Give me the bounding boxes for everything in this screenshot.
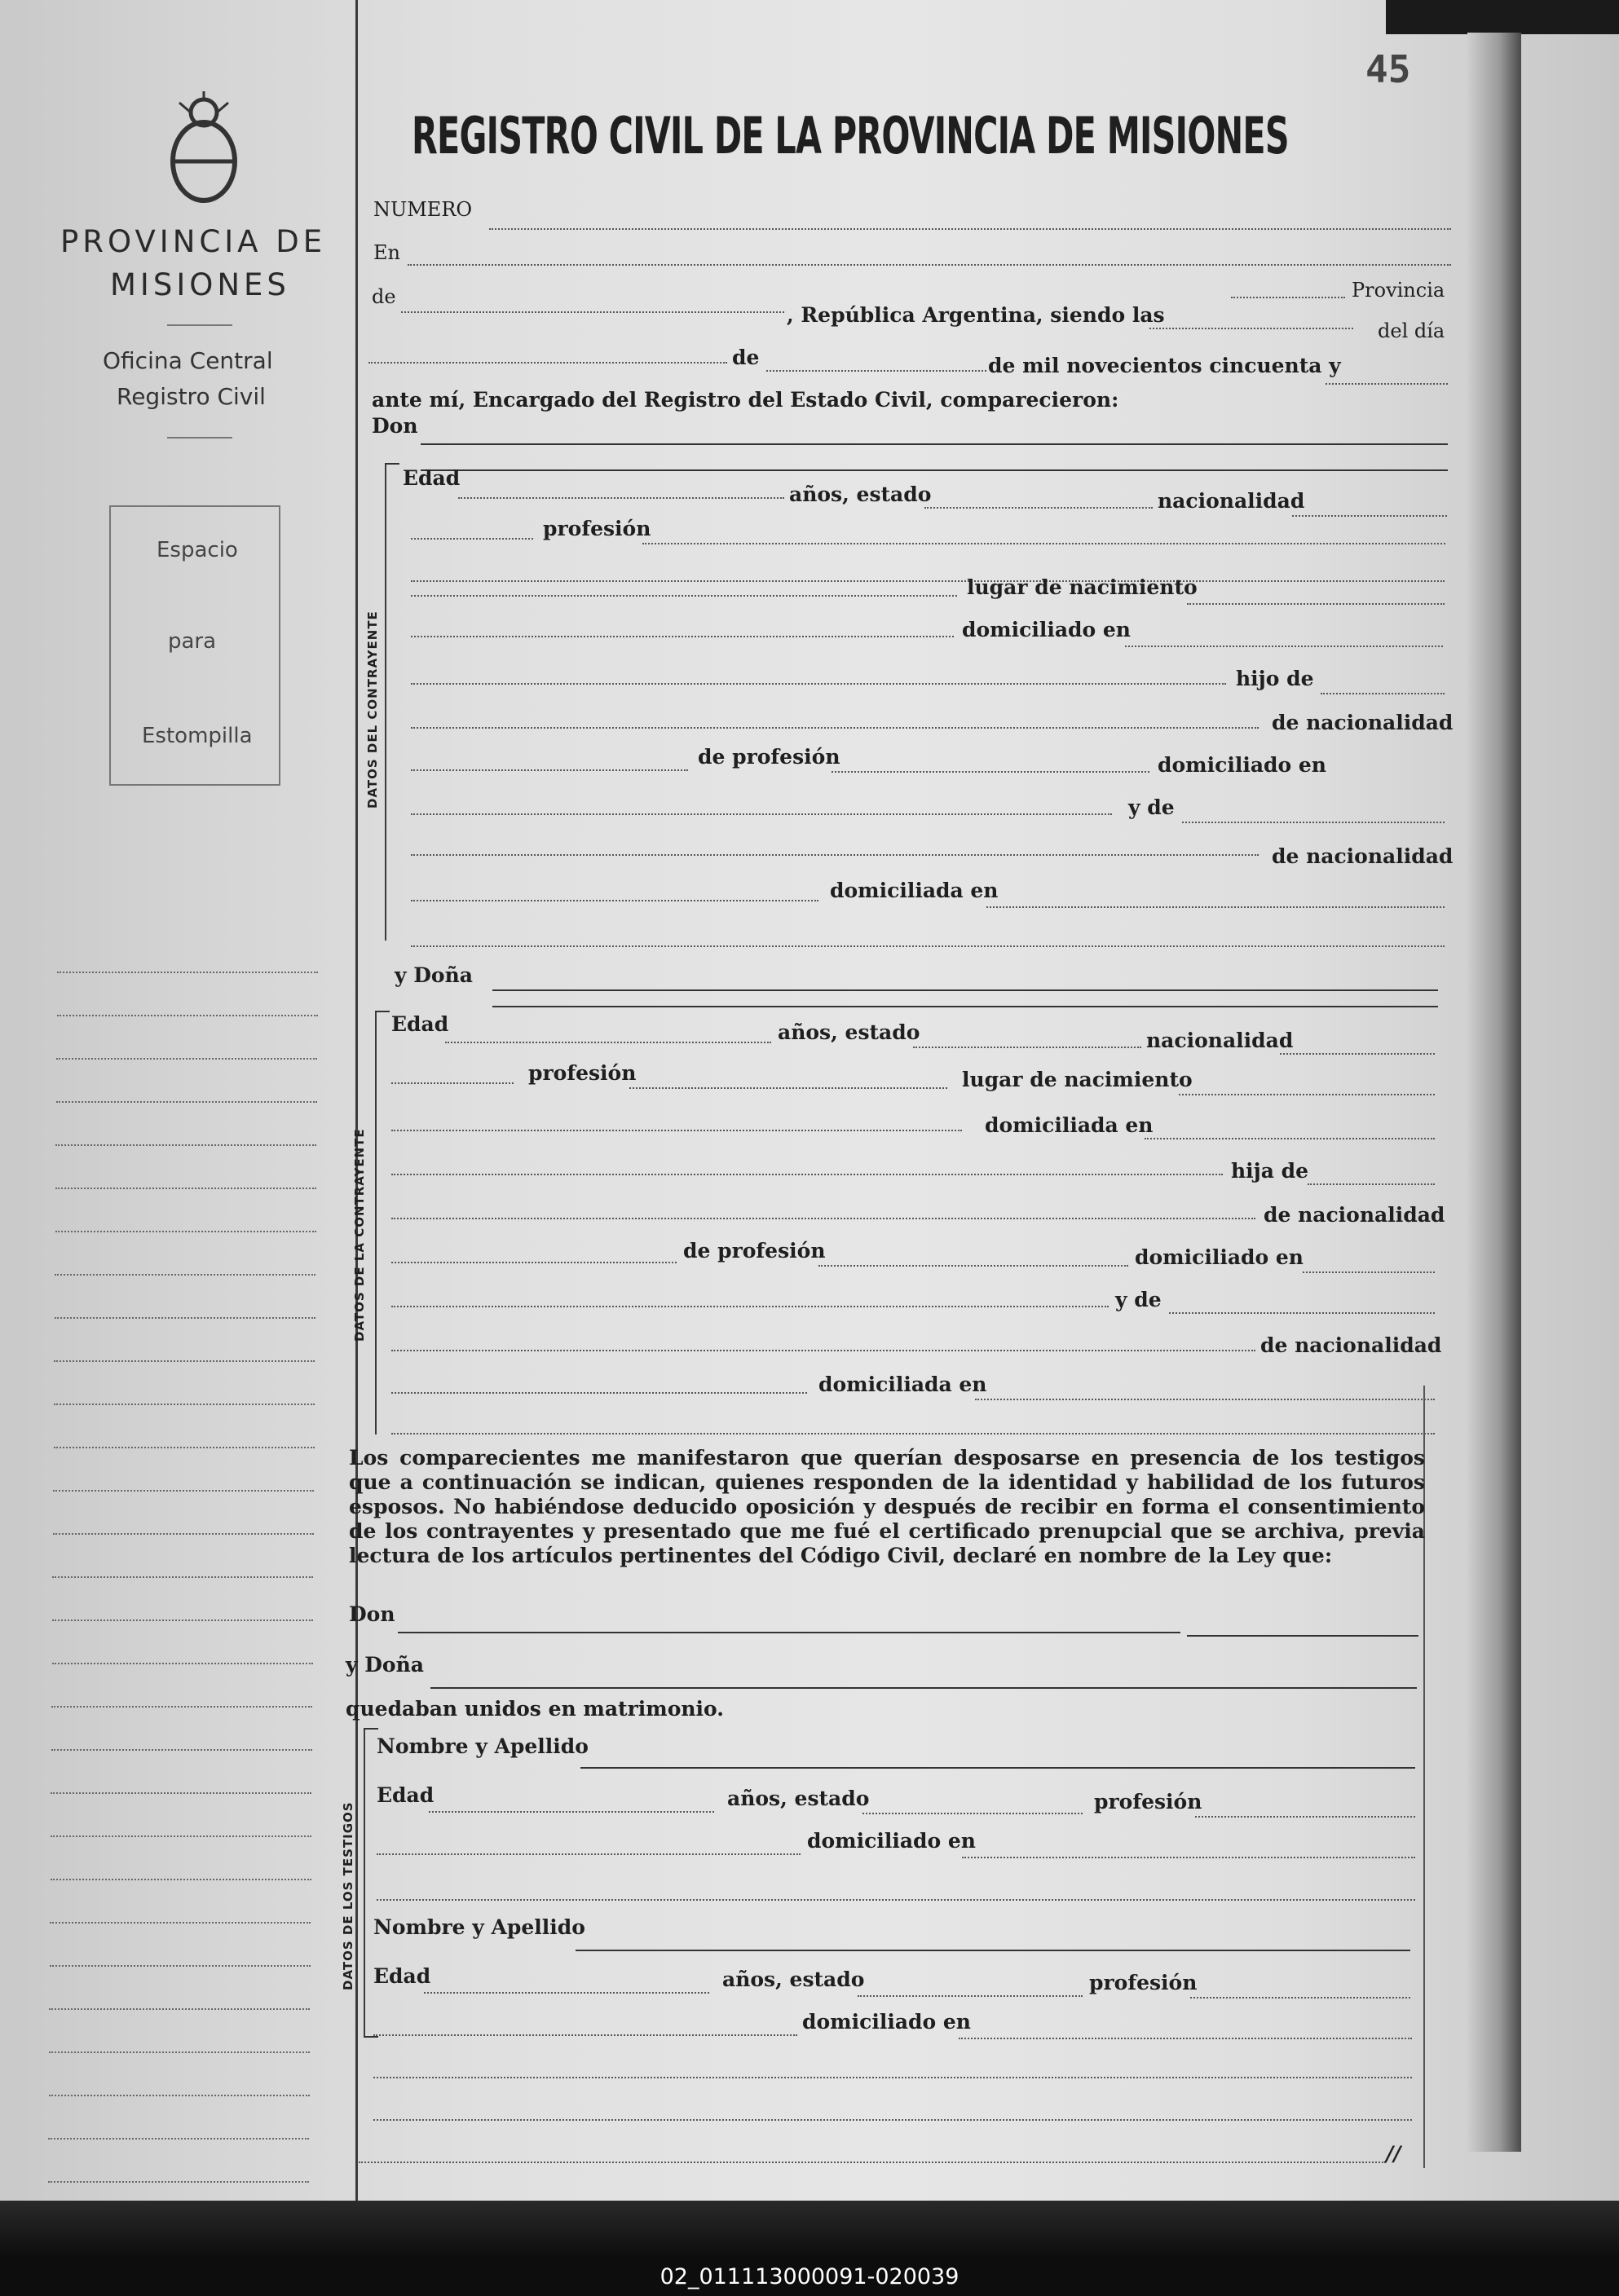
field-line: [1190, 1997, 1410, 1999]
nacionalidad-label: nacionalidad: [1158, 489, 1305, 513]
field-line: [411, 769, 688, 771]
field-line: [391, 1306, 1109, 1307]
nombre-line: [580, 1767, 1415, 1769]
testigos-bracket-top: [364, 1728, 378, 1730]
anos-label: años, estado: [727, 1787, 870, 1810]
field-line: [411, 854, 1259, 856]
field-line: [832, 771, 1149, 773]
field-line: [411, 580, 1445, 582]
margin-line: [51, 1749, 312, 1751]
nombre-label-2: Nombre y Apellido: [373, 1915, 585, 1939]
numero-line: [489, 228, 1451, 230]
final-dona-label: y Doña: [346, 1653, 424, 1677]
field-line: [1145, 1138, 1435, 1139]
nacionalidad-label: nacionalidad: [1146, 1029, 1294, 1052]
domiciliado-label: domiciliado en: [962, 618, 1131, 641]
margin-line: [54, 1404, 315, 1405]
field-line: [411, 595, 957, 597]
coat-of-arms-icon: [155, 90, 253, 212]
field-line: [1125, 646, 1443, 647]
y-de-label: y de: [1115, 1288, 1162, 1311]
domiciliado-label-2: domiciliado en: [1158, 753, 1326, 777]
registry-label: Registro Civil: [117, 383, 266, 410]
field-line: [391, 1082, 514, 1084]
field-line: [1303, 1271, 1435, 1273]
margin-line: [51, 1835, 311, 1837]
edad-label: Edad: [391, 1012, 449, 1036]
dona-line: [492, 989, 1438, 991]
margin-line: [55, 1188, 316, 1189]
field-line: [1187, 603, 1445, 605]
margin-line: [56, 1101, 317, 1103]
field-line: [1182, 822, 1445, 823]
profesion-label: profesión: [543, 517, 651, 540]
nombre-label: Nombre y Apellido: [377, 1734, 589, 1758]
field-line: [975, 1399, 1435, 1400]
field-line: [458, 497, 784, 499]
lugar-label: lugar de nacimiento: [962, 1068, 1193, 1091]
margin-line: [55, 1231, 316, 1232]
final-don-label: Don: [349, 1602, 395, 1626]
field-line: [1179, 1094, 1435, 1095]
de-nacionalidad-label: de nacionalidad: [1272, 711, 1454, 734]
lugar-label: lugar de nacimiento: [967, 575, 1198, 599]
margin-line: [52, 1663, 313, 1664]
profesion-label: profesión: [1094, 1790, 1202, 1813]
contrayenta-bracket-top: [375, 1011, 390, 1012]
testigos-side-label: DATOS DE LOS TESTIGOS: [341, 1801, 355, 1990]
declaration-paragraph: Los comparecientes me manifestaron que querían desposarse en presencia de los testigos que a continuación se indican, quienes responden de la identidad y habilidad de los futuros esposos. No habiéndose deducido oposición y después de recibir en forma el consentimiento de los contrayentes y presentado que me fué el certificado prenupcial que se archiva, previa lectura de los artículos pertinentes del Código Civil, declaré en nombre de la Ley que:: [349, 1446, 1425, 1567]
margin-line: [49, 2051, 310, 2053]
domiciliado-label-2: domiciliado en: [802, 2010, 971, 2034]
margin-line: [57, 1015, 318, 1016]
unidos-text: quedaban unidos en matrimonio.: [346, 1697, 724, 1721]
anos-label-2: años, estado: [722, 1968, 865, 1991]
de-profesion-label: de profesión: [683, 1239, 826, 1263]
ante-text: ante mí, Encargado del Registro del Estado Civil, comparecieron:: [372, 388, 1119, 412]
field-line: [391, 1392, 807, 1394]
contrayenta-side-label: DATOS DE LA CONTRAYENTE: [352, 1128, 367, 1342]
field-line: [391, 1130, 962, 1131]
field-line: [373, 2077, 1412, 2078]
divider: [167, 324, 232, 326]
field-line: [411, 683, 1226, 685]
contrayente-bracket-top: [385, 463, 399, 465]
y-de-label: y de: [1128, 795, 1175, 819]
profesion-label: profesión: [528, 1061, 637, 1085]
de-nacionalidad-label: de nacionalidad: [1264, 1203, 1445, 1227]
dia-line: [368, 362, 727, 364]
dona-label: y Doña: [395, 963, 473, 987]
domiciliado-label-2: domiciliado en: [1135, 1245, 1304, 1269]
del-dia-label: del día: [1378, 320, 1445, 342]
page-left-border: [355, 0, 358, 2205]
field-line: [411, 900, 818, 901]
office-label: Oficina Central: [103, 347, 273, 374]
de-profesion-label: de profesión: [698, 745, 840, 769]
margin-line: [54, 1447, 315, 1448]
field-line: [862, 1813, 1083, 1814]
field-line: [445, 1042, 771, 1043]
nombre-line-2: [576, 1950, 1410, 1951]
end-mark: //: [1386, 2142, 1401, 2166]
edad-label-2: Edad: [373, 1964, 431, 1988]
final-dona-line: [430, 1687, 1417, 1689]
field-line: [377, 1899, 1415, 1901]
field-line: [924, 507, 1153, 509]
field-line: [391, 1218, 1255, 1219]
numero-label: NUMERO: [373, 198, 473, 221]
domiciliada-label: domiciliada en: [985, 1113, 1154, 1137]
field-line: [391, 1262, 677, 1263]
hijo-label: hijo de: [1236, 667, 1314, 690]
mes-line: [766, 370, 986, 372]
margin-line: [48, 2181, 309, 2183]
field-line: [1321, 693, 1445, 694]
margin-line: [56, 1058, 317, 1060]
province-label-2: MISIONES: [110, 267, 290, 302]
contrayente-bracket: [385, 463, 386, 941]
margin-line: [50, 1922, 311, 1924]
field-line: [391, 1350, 1255, 1351]
field-line: [424, 1992, 709, 1994]
field-line: [411, 945, 1445, 947]
de-label: de: [372, 285, 396, 308]
divider: [167, 437, 232, 438]
de-nacionalidad-label-2: de nacionalidad: [1272, 844, 1454, 868]
stamp-text: para: [168, 629, 217, 654]
ano-line: [1326, 383, 1448, 385]
en-label: En: [373, 241, 400, 264]
de2-label: de: [732, 346, 760, 369]
field-line: [858, 1995, 1083, 1997]
field-line: [1195, 1816, 1415, 1818]
testigos-bracket-bottom: [364, 2036, 378, 2038]
field-line: [629, 1087, 947, 1089]
en-line: [408, 264, 1451, 266]
margin-line: [55, 1317, 315, 1319]
margin-line: [51, 1792, 311, 1794]
stamp-text: Espacio: [157, 538, 238, 562]
background-shadow-top: [1386, 0, 1619, 34]
field-line: [1280, 1053, 1435, 1055]
republica-text: , República Argentina, siendo las: [787, 303, 1165, 327]
field-line: [429, 1811, 714, 1813]
margin-line: [50, 1965, 311, 1967]
margin-line: [51, 1706, 312, 1708]
final-don-line-2: [1187, 1635, 1418, 1637]
contrayente-side-label: DATOS DEL CONTRAYENTE: [365, 610, 380, 809]
dona-line-2: [492, 1006, 1438, 1007]
field-line: [1292, 515, 1447, 517]
don-label: Don: [372, 414, 418, 438]
footer-id: 02_011113000091-020039: [660, 2264, 959, 2289]
field-line: [411, 538, 533, 540]
margin-line: [55, 1274, 315, 1276]
field-line: [818, 1265, 1128, 1267]
field-line: [373, 2119, 1412, 2121]
field-line: [411, 636, 954, 637]
margin-line: [53, 1533, 314, 1535]
field-line: [1308, 1183, 1435, 1185]
margin-line: [53, 1490, 314, 1492]
contrayenta-bracket: [375, 1011, 377, 1434]
don-line-2: [421, 469, 1448, 471]
mil-text: de mil novecientos cincuenta y: [988, 354, 1341, 377]
field-line: [391, 1433, 1435, 1434]
field-line: [411, 727, 1259, 729]
provincia-line: [1231, 297, 1345, 298]
field-line: [1169, 1312, 1435, 1314]
margin-line: [51, 1879, 311, 1880]
field-line: [411, 813, 1112, 815]
testigos-bracket: [364, 1728, 365, 2038]
margin-line: [55, 1144, 316, 1146]
province-label: PROVINCIA DE: [60, 224, 327, 259]
domiciliada-label: domiciliada en: [830, 879, 999, 902]
field-line: [373, 2034, 797, 2036]
final-don-line: [398, 1632, 1180, 1633]
field-line: [959, 2038, 1412, 2039]
field-line: [913, 1047, 1141, 1048]
field-line: [359, 2162, 1386, 2163]
profesion-label-2: profesión: [1089, 1971, 1198, 1994]
hija-label: hija de: [1231, 1159, 1309, 1183]
page-title: REGISTRO CIVIL DE LA PROVINCIA DE MISIONES: [412, 106, 1289, 165]
margin-line: [52, 1576, 313, 1578]
margin-line: [54, 1360, 315, 1362]
background-shadow-bottom: [0, 2201, 1619, 2258]
field-line: [986, 906, 1445, 908]
edad-label: Edad: [403, 466, 461, 490]
margin-line: [48, 2138, 309, 2140]
margin-line: [52, 1620, 313, 1621]
book-edge: [1467, 33, 1521, 2152]
de-line: [401, 311, 784, 313]
domiciliada-label-2: domiciliada en: [818, 1373, 987, 1396]
anos-label: años, estado: [778, 1020, 920, 1044]
field-line: [377, 1853, 801, 1855]
margin-line: [57, 972, 318, 973]
page-number: 45: [1365, 47, 1411, 91]
margin-line: [49, 2008, 310, 2010]
field-line: [391, 1174, 1223, 1175]
field-line: [642, 543, 1445, 544]
provincia-label: Provincia: [1352, 279, 1445, 302]
domiciliado-label: domiciliado en: [807, 1829, 976, 1853]
de-nacionalidad-label-2: de nacionalidad: [1260, 1333, 1442, 1357]
field-line: [962, 1857, 1415, 1858]
anos-label: años, estado: [789, 483, 932, 506]
don-line: [421, 443, 1448, 445]
stamp-text: Estompilla: [142, 724, 253, 748]
edad-label: Edad: [377, 1783, 435, 1807]
margin-line: [49, 2095, 310, 2096]
hora-line: [1149, 328, 1353, 329]
